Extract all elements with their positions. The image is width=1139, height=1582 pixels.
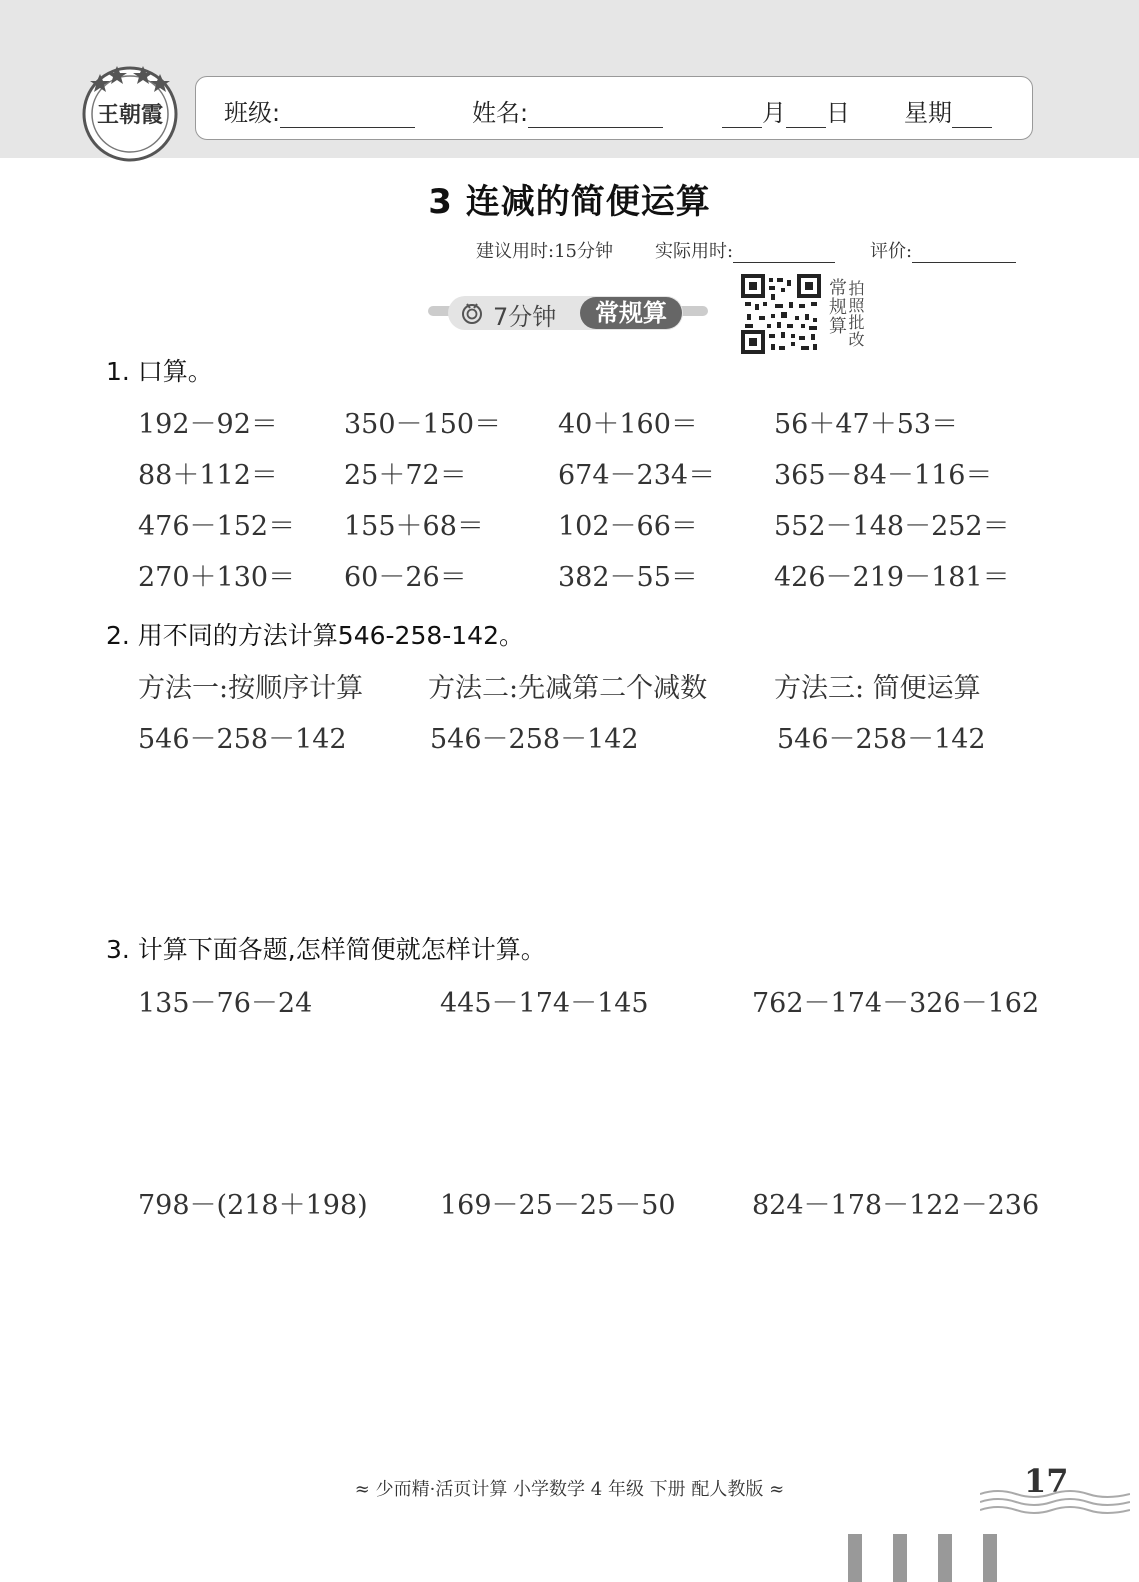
q2-method-3-label: 方法三: 简便运算 — [774, 673, 981, 704]
q2-method-1-label: 方法一:按顺序计算 — [138, 673, 364, 704]
q1-heading: 1. 口算。 — [106, 357, 213, 386]
wave-decoration-icon — [980, 1488, 1130, 1516]
q1-expr: 25＋72＝ — [344, 460, 467, 491]
rating-label: 评价: — [870, 241, 913, 262]
name-blank[interactable] — [528, 107, 663, 128]
week-blank[interactable] — [952, 107, 992, 128]
date-field[interactable] — [722, 93, 850, 128]
q2-method-3-expr: 546－258－142 — [777, 724, 986, 755]
q1-expr: 476－152＝ — [138, 511, 296, 542]
month-label: 月 — [762, 99, 786, 127]
q1-expr: 88＋112＝ — [138, 460, 278, 491]
publisher-logo — [80, 62, 180, 162]
q1-expr: 270＋130＝ — [138, 562, 296, 593]
q3-expr: 169－25－25－50 — [440, 1190, 676, 1221]
qr-code-icon[interactable] — [741, 274, 821, 354]
badge-time: 7分钟 — [493, 303, 557, 331]
rating-field[interactable] — [870, 237, 1016, 263]
q3-heading: 3. 计算下面各题,怎样简便就怎样计算。 — [106, 935, 546, 964]
name-label: 姓名: — [472, 99, 529, 127]
class-label: 班级: — [224, 99, 281, 127]
q1-expr: 192－92＝ — [138, 409, 278, 440]
q3-expr: 798－(218＋198) — [138, 1190, 368, 1221]
class-field[interactable] — [224, 93, 415, 128]
edge-mark — [893, 1534, 907, 1582]
q1-expr: 365－84－116＝ — [774, 460, 993, 491]
q3-expr: 445－174－145 — [440, 988, 649, 1019]
q2-method-2-label: 方法二:先减第二个减数 — [428, 673, 708, 704]
medal-icon — [460, 301, 484, 325]
q2-heading: 2. 用不同的方法计算546-258-142。 — [106, 621, 524, 650]
page-number: 17 — [1024, 1462, 1069, 1500]
actual-time-field[interactable] — [655, 237, 835, 263]
q1-expr: 60－26＝ — [344, 562, 467, 593]
day-blank[interactable] — [786, 107, 826, 128]
qr-label-col2: 拍照批改 — [846, 280, 865, 348]
q1-expr: 426－219－181＝ — [774, 562, 1010, 593]
weekday-field[interactable] — [904, 93, 992, 128]
edge-mark — [848, 1534, 862, 1582]
day-label: 日 — [826, 99, 850, 127]
q3-expr: 762－174－326－162 — [752, 988, 1040, 1019]
q1-expr: 674－234＝ — [558, 460, 716, 491]
q3-expr: 135－76－24 — [138, 988, 313, 1019]
week-label: 星期 — [904, 99, 952, 127]
q1-expr: 56＋47＋53＝ — [774, 409, 959, 440]
edge-mark — [983, 1534, 997, 1582]
name-field[interactable] — [472, 93, 663, 128]
actual-time-blank[interactable] — [733, 246, 835, 263]
q1-expr: 40＋160＝ — [558, 409, 698, 440]
edge-mark — [938, 1534, 952, 1582]
rating-blank[interactable] — [912, 246, 1016, 263]
q1-expr: 350－150＝ — [344, 409, 502, 440]
q2-method-2-expr: 546－258－142 — [430, 724, 639, 755]
footer-text: ≈ 少而精·活页计算 小学数学 4 年级 下册 配人教版 ≈ — [354, 1479, 785, 1500]
q2-method-1-expr: 546－258－142 — [138, 724, 347, 755]
badge-tag: 常规算 — [580, 297, 682, 329]
month-blank[interactable] — [722, 107, 762, 128]
actual-time-label: 实际用时: — [655, 241, 734, 262]
q1-expr: 382－55＝ — [558, 562, 698, 593]
student-info-box — [195, 76, 1033, 140]
class-blank[interactable] — [280, 107, 415, 128]
q3-expr: 824－178－122－236 — [752, 1190, 1040, 1221]
q1-expr: 102－66＝ — [558, 511, 698, 542]
q1-expr: 155＋68＝ — [344, 511, 484, 542]
q1-expr: 552－148－252＝ — [774, 511, 1010, 542]
qr-label-col1: 常规算 — [826, 278, 847, 335]
logo-text: 王朝霞 — [96, 102, 164, 128]
suggested-time: 建议用时:15分钟 — [476, 241, 613, 262]
page-title: 3 连减的简便运算 — [428, 182, 711, 222]
